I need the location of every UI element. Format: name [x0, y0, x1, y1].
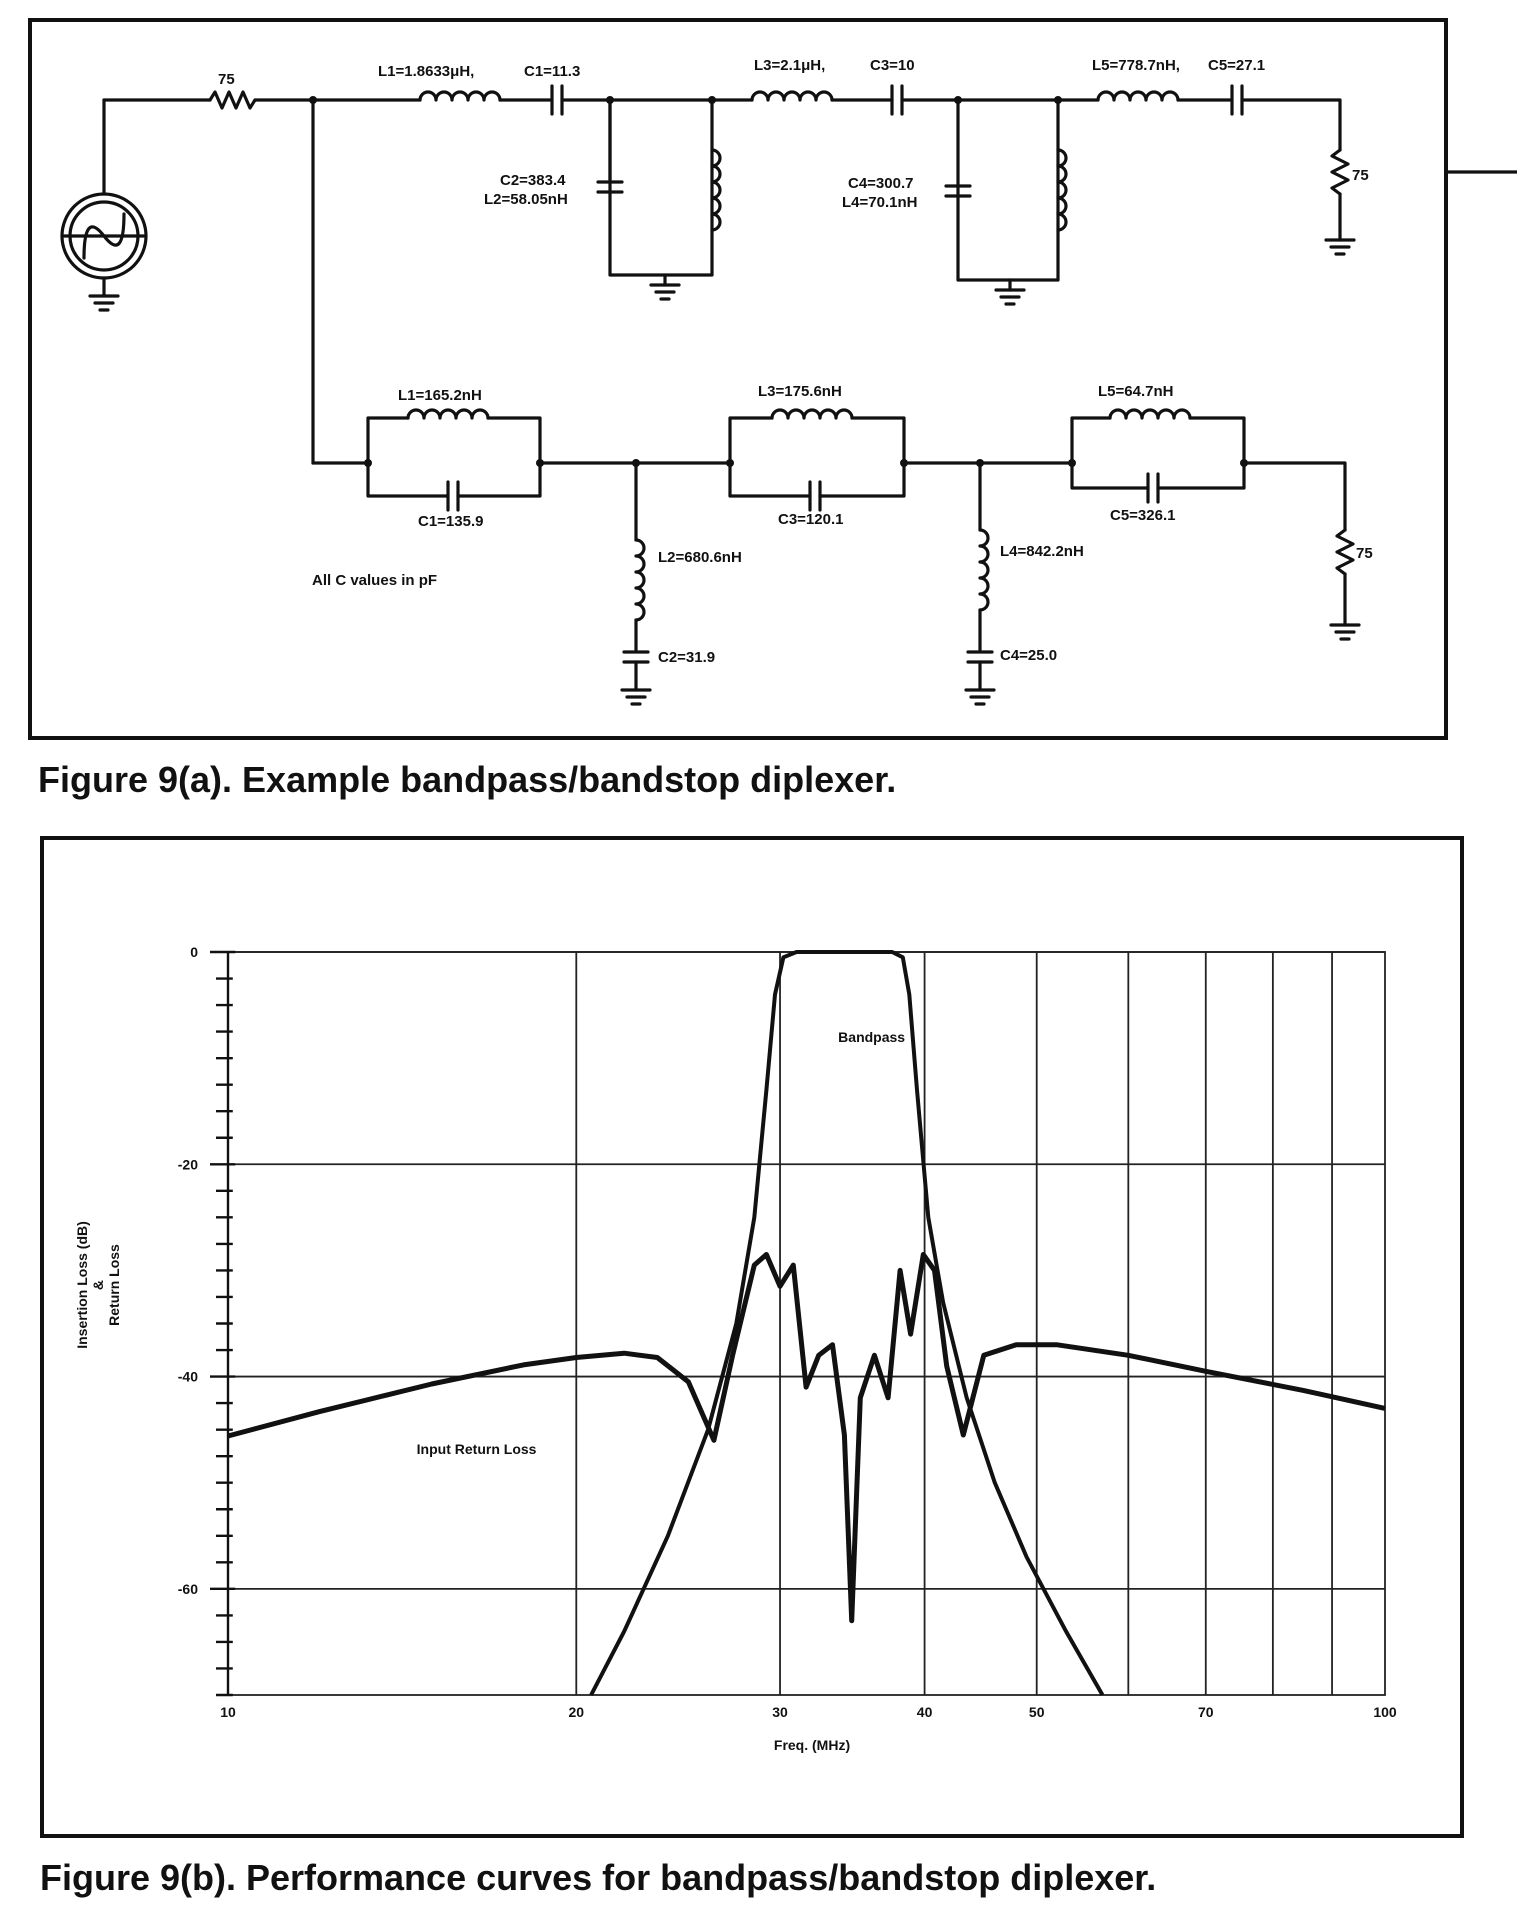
chart-annotation: Bandpass — [838, 1029, 906, 1046]
bp-c2-label: C2=383.4 — [500, 172, 566, 189]
y-axis-ticks — [210, 952, 235, 1695]
ground-icon — [90, 296, 118, 310]
bs-c1-label: C1=135.9 — [418, 513, 484, 530]
figure-b-caption: Figure 9(b). Performance curves for bandpass/bandstop diplexer. — [40, 1857, 1157, 1898]
inductor-l3 — [752, 92, 832, 100]
bs-l3-label: L3=175.6nH — [758, 383, 842, 400]
chart-grid — [228, 952, 1385, 1695]
y-tick-label: 0 — [190, 944, 198, 960]
load-resistor — [1332, 150, 1348, 194]
chart-series — [228, 952, 1385, 1695]
chart-annotations — [417, 1029, 906, 1457]
schematic-diagram — [30, 20, 1517, 738]
x-tick-label: 50 — [1028, 1704, 1045, 1720]
x-tick-label: 20 — [568, 1704, 585, 1720]
capacitance-units-note: All C values in pF — [312, 572, 438, 589]
y-axis-label-line-1: Insertion Loss (dB) — [74, 1221, 90, 1349]
y-axis-tick-labels — [178, 944, 198, 1597]
y-tick-label: -40 — [177, 1368, 198, 1385]
y-tick-label: -20 — [177, 1156, 198, 1173]
bp-c5-label: C5=27.1 — [1208, 57, 1266, 74]
chart-frame — [42, 838, 1462, 1836]
source-resistor — [210, 92, 255, 108]
series-bandpass-line — [591, 952, 1102, 1695]
plot-area — [228, 952, 1385, 1695]
inductor-l5 — [1110, 410, 1190, 418]
bs-c2-label: C2=31.9 — [658, 649, 716, 666]
performance-chart — [74, 944, 1397, 1753]
y-axis-label — [74, 1221, 122, 1349]
series-return-loss-line — [228, 1255, 1385, 1621]
bs-l1-label: L1=165.2nH — [398, 387, 482, 404]
inductor-l5 — [1098, 92, 1178, 100]
bp-l2-label: L2=58.05nH — [484, 191, 568, 208]
x-tick-label: 30 — [772, 1704, 788, 1720]
x-tick-label: 40 — [916, 1704, 933, 1720]
bs-c4-label: C4=25.0 — [1000, 647, 1058, 664]
bandstop-filter — [313, 383, 1373, 704]
schematic-frame — [30, 20, 1446, 738]
inductor-l3 — [772, 410, 852, 418]
inductor-l4 — [980, 530, 988, 610]
bp-l4-label: L4=70.1nH — [842, 194, 918, 211]
signal-source-icon — [62, 100, 146, 296]
inductor-l1 — [408, 410, 488, 418]
y-axis-label-line-2: & — [90, 1279, 106, 1291]
bs-l4-label: L4=842.2nH — [1000, 543, 1084, 560]
figure-a-caption: Figure 9(a). Example bandpass/bandstop diplexer. — [38, 759, 897, 800]
bp-c1-label: C1=11.3 — [524, 63, 581, 80]
load-resistor — [1337, 530, 1353, 574]
bp-load-label: 75 — [1352, 167, 1369, 184]
x-axis-label: Freq. (MHz) — [773, 1737, 851, 1753]
bp-c3-label: C3=10 — [870, 57, 915, 74]
y-tick-label: -60 — [177, 1580, 198, 1597]
bs-l5-label: L5=64.7nH — [1098, 383, 1174, 400]
x-tick-label: 100 — [1373, 1704, 1397, 1720]
x-axis-tick-labels — [220, 1704, 1397, 1720]
source-resistor-label: 75 — [218, 71, 235, 88]
bs-c3-label: C3=120.1 — [778, 511, 844, 528]
x-tick-label: 10 — [220, 1704, 236, 1720]
bp-l5-label: L5=778.7nH, — [1092, 57, 1180, 74]
bp-l3-label: L3=2.1μH, — [754, 57, 826, 74]
bs-l2-label: L2=680.6nH — [658, 549, 742, 566]
bp-c4-label: C4=300.7 — [848, 175, 914, 192]
inductor-l2 — [636, 540, 644, 620]
chart-annotation: Input Return Loss — [416, 1441, 537, 1458]
inductor-l1 — [420, 92, 500, 100]
x-tick-label: 70 — [1197, 1704, 1214, 1720]
bs-c5-label: C5=326.1 — [1110, 507, 1176, 524]
bs-load-label: 75 — [1356, 545, 1373, 562]
y-axis-label-line-3: Return Loss — [106, 1244, 122, 1326]
bp-l1-label: L1=1.8633μH, — [378, 63, 475, 80]
bandpass-filter — [378, 57, 1369, 304]
